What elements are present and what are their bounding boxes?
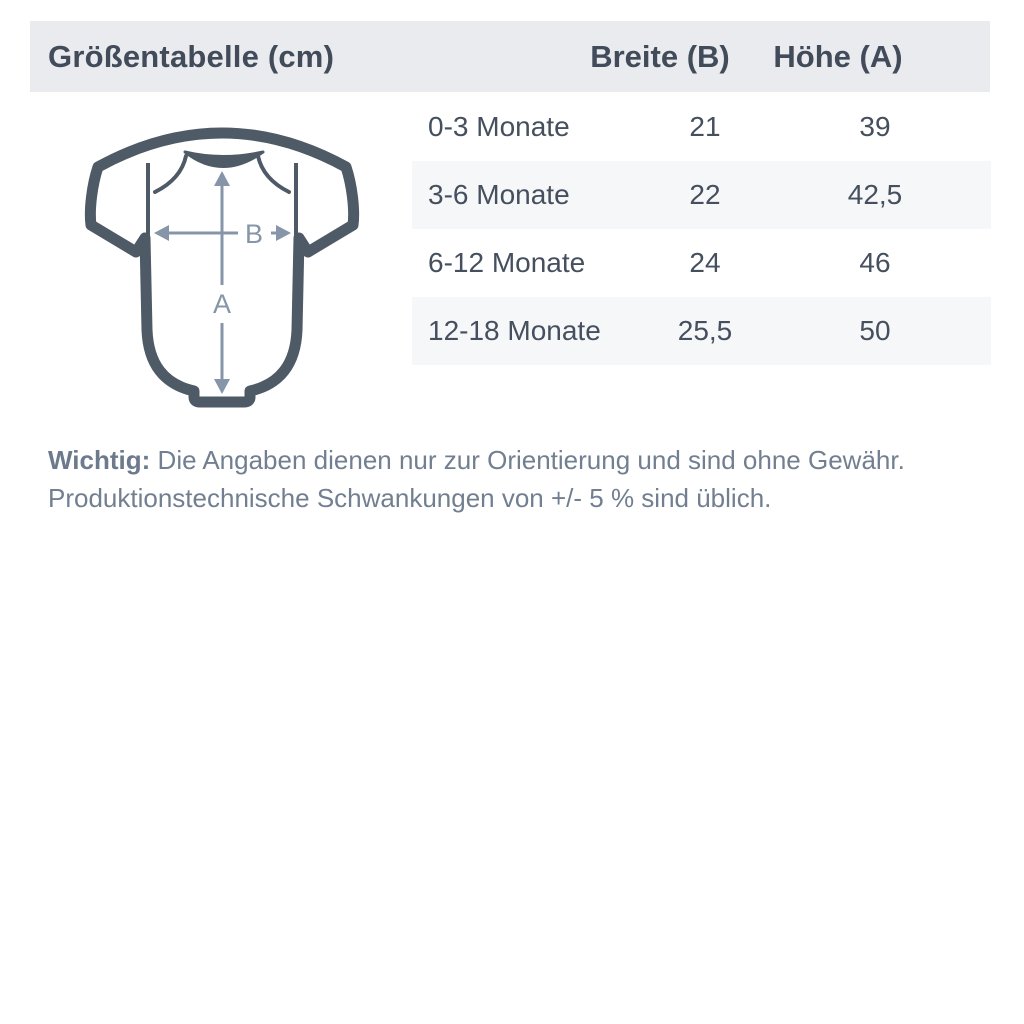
size-cell: 0-3 Monate [428,111,570,142]
width-arrow-label: B [244,219,264,249]
disclaimer-line-2: Produktionstechnische Schwankungen von +/- 5 % sind üblich. [48,483,772,513]
column-header-width: Breite (B) [590,38,730,74]
size-table [412,93,991,365]
table-row [412,297,991,365]
height-cell: 39 [859,111,891,142]
disclaimer-note [48,441,988,517]
disclaimer-text-1: Die Angaben dienen nur zur Orientierung und sind ohne Gewähr. [150,445,905,475]
width-cell: 24 [689,247,721,278]
height-cell: 50 [859,315,891,346]
size-chart-title: Größentabelle (cm) [48,38,335,74]
width-cell: 21 [689,111,721,142]
baby-bodysuit-icon [82,125,362,410]
disclaimer-line-1 [48,441,988,479]
size-cell: 6-12 Monate [428,247,586,278]
height-arrow-label: A [212,289,232,319]
size-cell: 3-6 Monate [428,179,570,210]
size-chart-header [30,21,990,92]
disclaimer-label: Wichtig: [48,445,151,475]
size-cell: 12-18 Monate [428,315,601,346]
height-cell: 42,5 [847,179,903,210]
width-cell: 22 [689,179,721,210]
height-cell: 46 [859,247,891,278]
table-row [412,229,991,297]
column-header-height: Höhe (A) [773,38,903,74]
width-cell: 25,5 [677,315,733,346]
table-row [412,161,991,229]
table-row [412,93,991,161]
